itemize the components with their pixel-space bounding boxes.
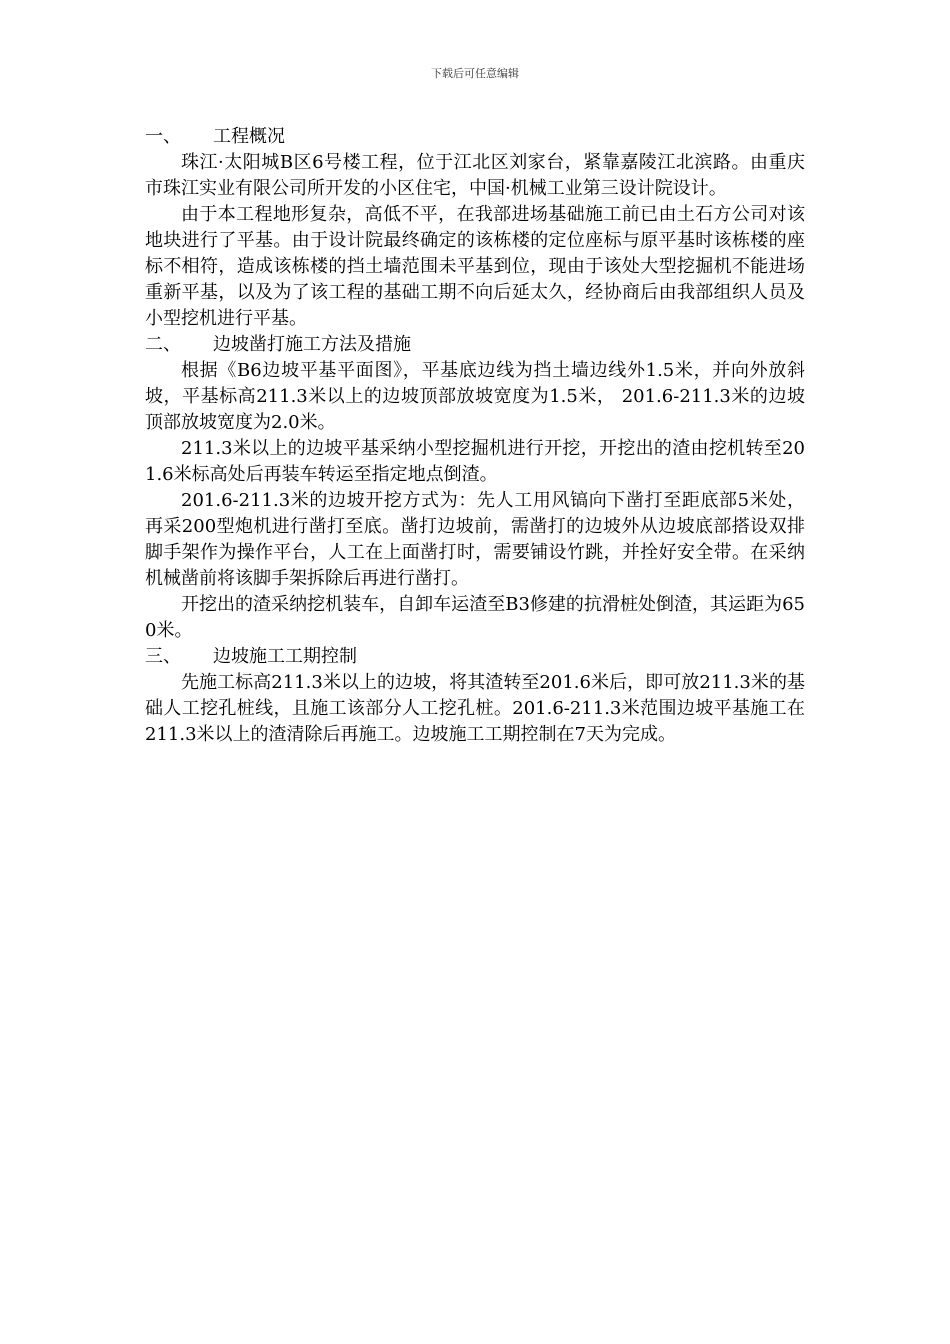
section-title: 边坡凿打施工方法及措施 — [213, 334, 411, 355]
section-heading-3 — [145, 644, 805, 670]
section-number: 一、 — [145, 126, 181, 147]
document-body — [145, 124, 805, 748]
section-heading-1 — [145, 124, 805, 150]
section-title: 边坡施工工期控制 — [213, 646, 357, 667]
section-heading-2 — [145, 332, 805, 358]
page-header: 下载后可任意编辑 — [431, 67, 519, 80]
paragraph: 珠江·太阳城B区6号楼工程，位于江北区刘家台，紧靠嘉陵江北滨路。由重庆市珠江实业有限公司所开发的小区住宅，中国·机械工业第三设计院设计。 — [145, 152, 805, 199]
paragraph: 根据《B6边坡平基平面图》，平基底边线为挡土墙边线外1.5米，并向外放斜坡，平基标高211.3米以上的边坡顶部放坡宽度为1.5米， 201.6-211.3米的边坡顶部放坡宽度为2.0米。 — [145, 360, 805, 433]
paragraph: 由于本工程地形复杂，高低不平，在我部进场基础施工前已由土石方公司对该地块进行了平基。由于设计院最终确定的该栋楼的定位座标与原平基时该栋楼的座标不相符，造成该栋楼的挡土墙范围未平基到位，现由于该处大型挖掘机不能进场重新平基，以及为了该工程的基础工期不向后延太久，经协商后由我部组织人员及小型挖机进行平基。 — [145, 204, 805, 329]
paragraph: 开挖出的渣采纳挖机装车，自卸车运渣至B3修建的抗滑桩处倒渣，其运距为650米。 — [145, 594, 805, 641]
section-number: 三、 — [145, 646, 181, 667]
paragraph: 201.6-211.3米的边坡开挖方式为：先人工用风镐向下凿打至距底部5米处，再采200型炮机进行凿打至底。凿打边坡前，需凿打的边坡外从边坡底部搭设双排脚手架作为操作平台，人工在上面凿打时，需要铺设竹跳，并拴好安全带。在采纳机械凿前将该脚手架拆除后再进行凿打。 — [145, 490, 805, 589]
paragraph: 211.3米以上的边坡平基采纳小型挖掘机进行开挖，开挖出的渣由挖机转至201.6米标高处后再装车转运至指定地点倒渣。 — [145, 438, 805, 485]
section-title: 工程概况 — [213, 126, 285, 147]
section-number: 二、 — [145, 334, 181, 355]
paragraph: 先施工标高211.3米以上的边坡，将其渣转至201.6米后，即可放211.3米的基础人工挖孔桩线，且施工该部分人工挖孔桩。201.6-211.3米范围边坡平基施工在211.3米以上的渣清除后再施工。边坡施工工期控制在7天为完成。 — [145, 672, 805, 745]
